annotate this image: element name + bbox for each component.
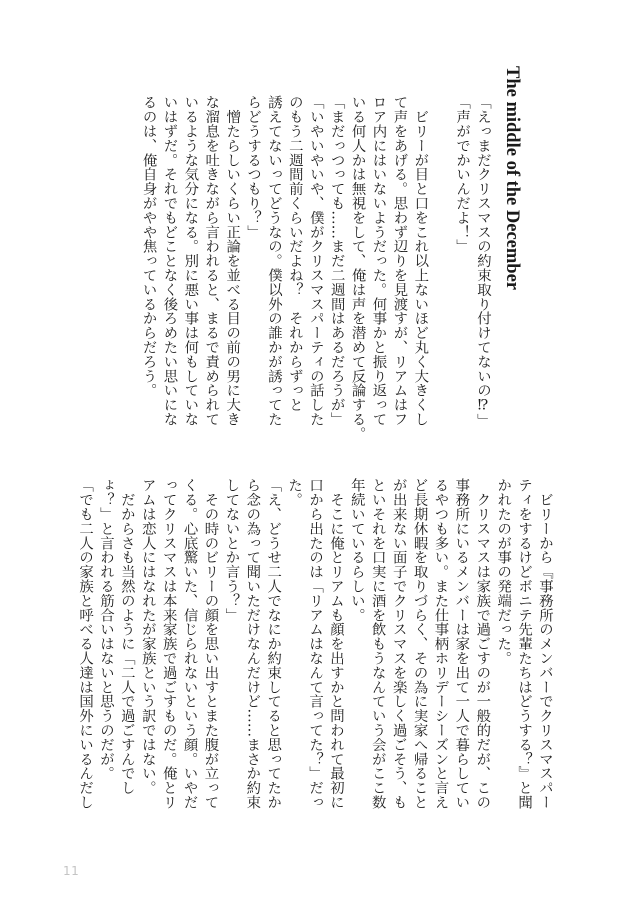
lower-text-line: そこに俺とリアムも顔を出すかと問われて最初に [327,478,344,810]
lower-text-line: その時のビリーの顔を思い出すとまた腹が立って [202,478,219,810]
lower-text-line: ら念の為って聞いただけなんだけど……まさか約束 [244,478,261,810]
lower-text-line: ってクリスマスは本来家族で過ごすものだ。俺とリ [160,478,177,810]
lower-text-line: が出来ない面子でクリスマスを楽しく過ごそう、も [390,478,407,810]
lower-text-line: アムは恋人にはなれたが家族という訳ではない。 [139,478,156,795]
upper-text-line: いるような気分になる。別に悪い事は何もしていな [182,95,199,427]
upper-text-block [137,95,493,445]
upper-text-line: 「いやいやいや、僕がクリスマスパーティの話した [307,95,324,427]
upper-text-line: 「えっまだクリスマスの約束取り付けてないの⁉」 [475,95,491,428]
lower-text-line: ょ？」と言われる筋合いはないと思うのだが。 [97,478,114,781]
lower-text-block [74,478,555,828]
lower-text-line: ビリーから『事務所のメンバーでクリスマスパー [537,478,553,810]
chapter-title: The middle of the December [502,66,522,291]
upper-text-line: るのは、俺自身がやや焦っているからだろう。 [140,95,157,398]
lower-text-line: るやつも多い。また仕事柄ホリデーシーズンと言え [432,478,449,810]
lower-text-line: 「でも二人の家族と呼べる人達は国外にいるんだし [77,478,94,810]
upper-text-line: て声をあげる。思わず辺りを見渡すが、リアムはフ [391,95,408,427]
lower-text-line: ど長期休暇を取りづらく、その為に実家へ帰ること [411,478,428,810]
upper-text-line: 憎たらしいくらい正論を並べる目の前の男に大き [224,95,241,427]
upper-text-line: いる何人かは無視をして、俺は声を潜めて反論する。 [349,95,366,441]
upper-text-line: な溜息を吐きながら言われると、まるで責められて [203,95,220,427]
lower-text-line: た。 [286,478,303,507]
lower-text-line: だからさも当然のように「二人で過ごすんでし [118,478,135,795]
lower-text-line: ティをするけどボニテ先輩たちはどうする？』と聞 [516,478,533,810]
lower-text-line: かれたのが事の発端だった。 [495,478,512,666]
upper-text-line: のもう二週間前くらいだよね？ それからずっと [286,95,303,412]
lower-text-line: 年続いているらしい。 [348,478,365,622]
lower-text-line: といそれを口実に酒を飲もうなんていう会がここ数 [369,478,386,810]
page-number: 11 [63,864,80,878]
upper-text-line: ビリーが目と口をこれ以上ないほど丸く大きくし [412,95,429,427]
upper-text-line: 誘えてないってどうなの。僕以外の誰かが誘ってた [265,95,282,427]
upper-text-line: ロア内にはいないようだった。何事かと振り返って [370,95,387,427]
lower-text-line: 「え、どうせ二人でなにか約束してると思ってたか [265,478,282,810]
upper-text-line: 「まだっつっても……まだ二週間はあるだろうが」 [328,95,345,427]
upper-text-line: 「声がでかいんだよ！」 [454,95,471,254]
lower-text-line: くる。心底驚いた、信じられないという顔。いやだ [181,478,198,810]
upper-text-line: いはずだ。それでもどことなく後ろめたい思いにな [161,95,178,427]
upper-text-line: らどうするつもり？」 [245,95,262,239]
lower-text-line: 口から出たのは「リアムはなんて言ってた？」だっ [307,478,324,810]
lower-text-line: クリスマスは家族で過ごすのが一般的だが、この [474,478,491,810]
paragraph-gap [430,95,451,445]
lower-text-line: 事務所にいるメンバーは家を出て一人で暮らしてい [453,478,470,810]
lower-text-line: してないとか言う？」 [223,478,240,622]
